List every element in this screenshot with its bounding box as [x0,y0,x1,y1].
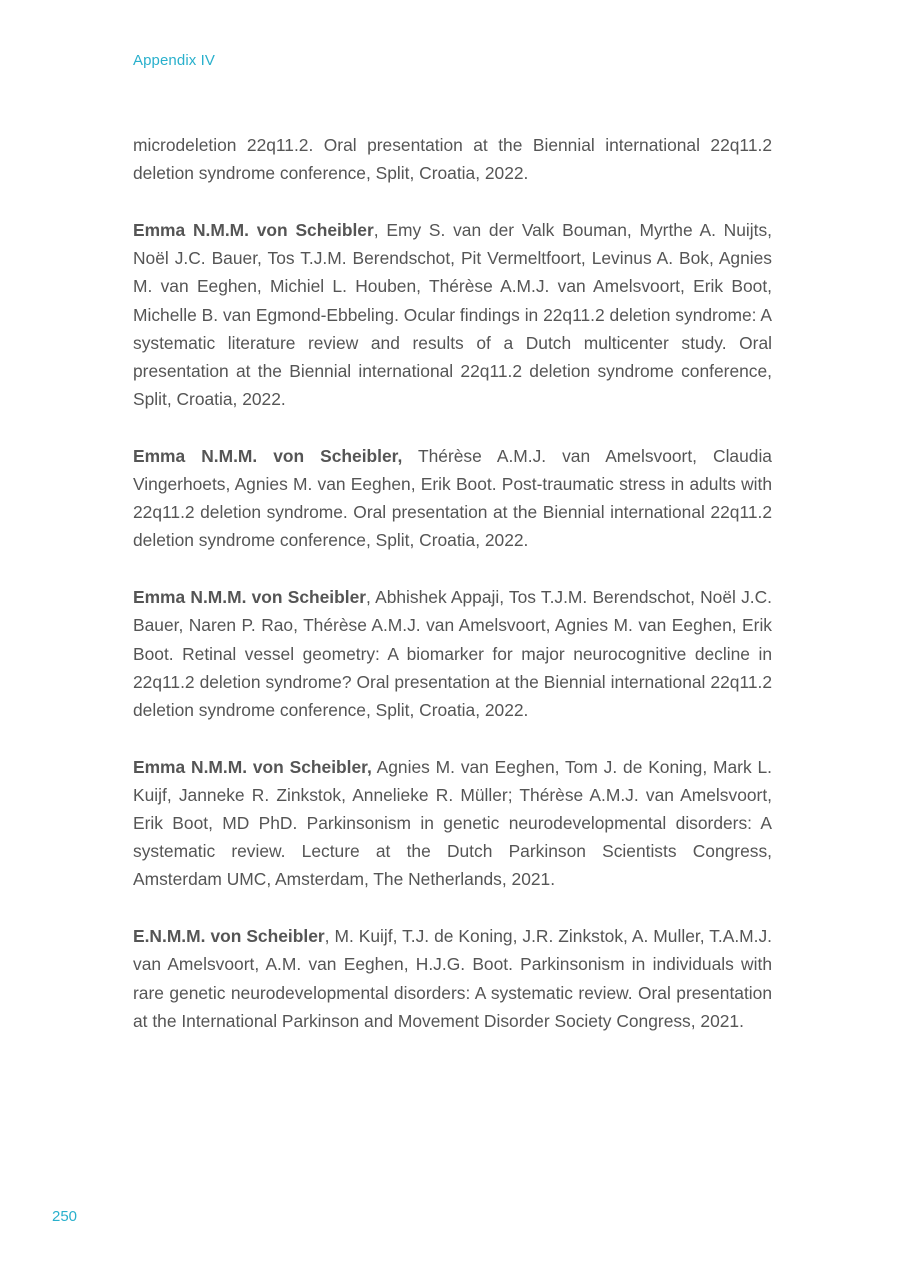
publication-entry-1 [133,131,772,187]
page-number: 250 [52,1208,78,1225]
publication-entry-2 [133,216,772,413]
entry-author: Emma N.M.M. von Scheibler, [133,445,403,466]
entry-text: , M. Kuijf, T.J. de Koning, J.R. Zinkstok, A. Muller, T.A.M.J. van Amelsvoort, A.M. van Eeghen, H.J.G. Boot. Parkinsonism in individuals with rare genetic neurodevelopmental disorders: A systematic review. Oral presentation at the International Parkinson and Movement Disorder Society Congress, 2021. [133,926,772,1031]
entry-author: Emma N.M.M. von Scheibler [133,587,367,608]
entry-text: Thérèse A.M.J. van Amelsvoort, Claudia Vingerhoets, Agnies M. van Eeghen, Erik Boot. Post-traumatic stress in adults with 22q11.2 deletion syndrome. Oral presentation at the Biennial international 22q11.2 deletion syndrome conference, Split, Croatia, 2022. [133,445,772,551]
entry-text: microdeletion 22q11.2. Oral presentation at the Biennial international 22q11.2 deletion syndrome conference, Split, Croatia, 2022. [133,135,772,184]
publication-entry-3 [133,442,772,555]
publication-entry-6 [133,922,772,1035]
publication-entry-4 [133,583,772,724]
entry-author: Emma N.M.M. von Scheibler [133,219,374,240]
running-header: Appendix IV [133,52,215,69]
entry-text: , Emy S. van der Valk Bouman, Myrthe A. Nuijts, Noël J.C. Bauer, Tos T.J.M. Berendschot, Pit Vermeltfoort, Levinus A. Bok, Agnies M. van Eeghen, Michiel L. Houben, Thérèse A.M.J. van Amelsvoort, Erik Boot, Michelle B. van Egmond-Ebbeling. Ocular findings in 22q11.2 deletion syndrome: A systematic literature review and results of a Dutch multicenter study. Oral presentation at the Biennial international 22q11.2 deletion syndrome conference, Split, Croatia, 2022. [133,219,772,410]
publication-list [133,131,772,1063]
entry-text: Agnies M. van Eeghen, Tom J. de Koning, Mark L. Kuijf, Janneke R. Zinkstok, Annelieke R. Müller; Thérèse A.M.J. van Amelsvoort, Erik Boot, MD PhD. Parkinsonism in genetic neurodevelopmental disorders: A systematic review. Lecture at the Dutch Parkinson Scientists Congress, Amsterdam UMC, Amsterdam, The Netherlands, 2021. [133,756,772,890]
publication-entry-5 [133,753,772,894]
entry-author: E.N.M.M. von Scheibler [133,926,325,947]
entry-text: , Abhishek Appaji, Tos T.J.M. Berendschot, Noël J.C. Bauer, Naren P. Rao, Thérèse A.M.J. van Amelsvoort, Agnies M. van Eeghen, Erik Boot. Retinal vessel geometry: A biomarker for major neurocognitive decline in 22q11.2 deletion syndrome? Oral presentation at the Biennial international 22q11.2 deletion syndrome conference, Split, Croatia, 2022. [133,587,772,720]
entry-author: Emma N.M.M. von Scheibler, [133,756,372,777]
